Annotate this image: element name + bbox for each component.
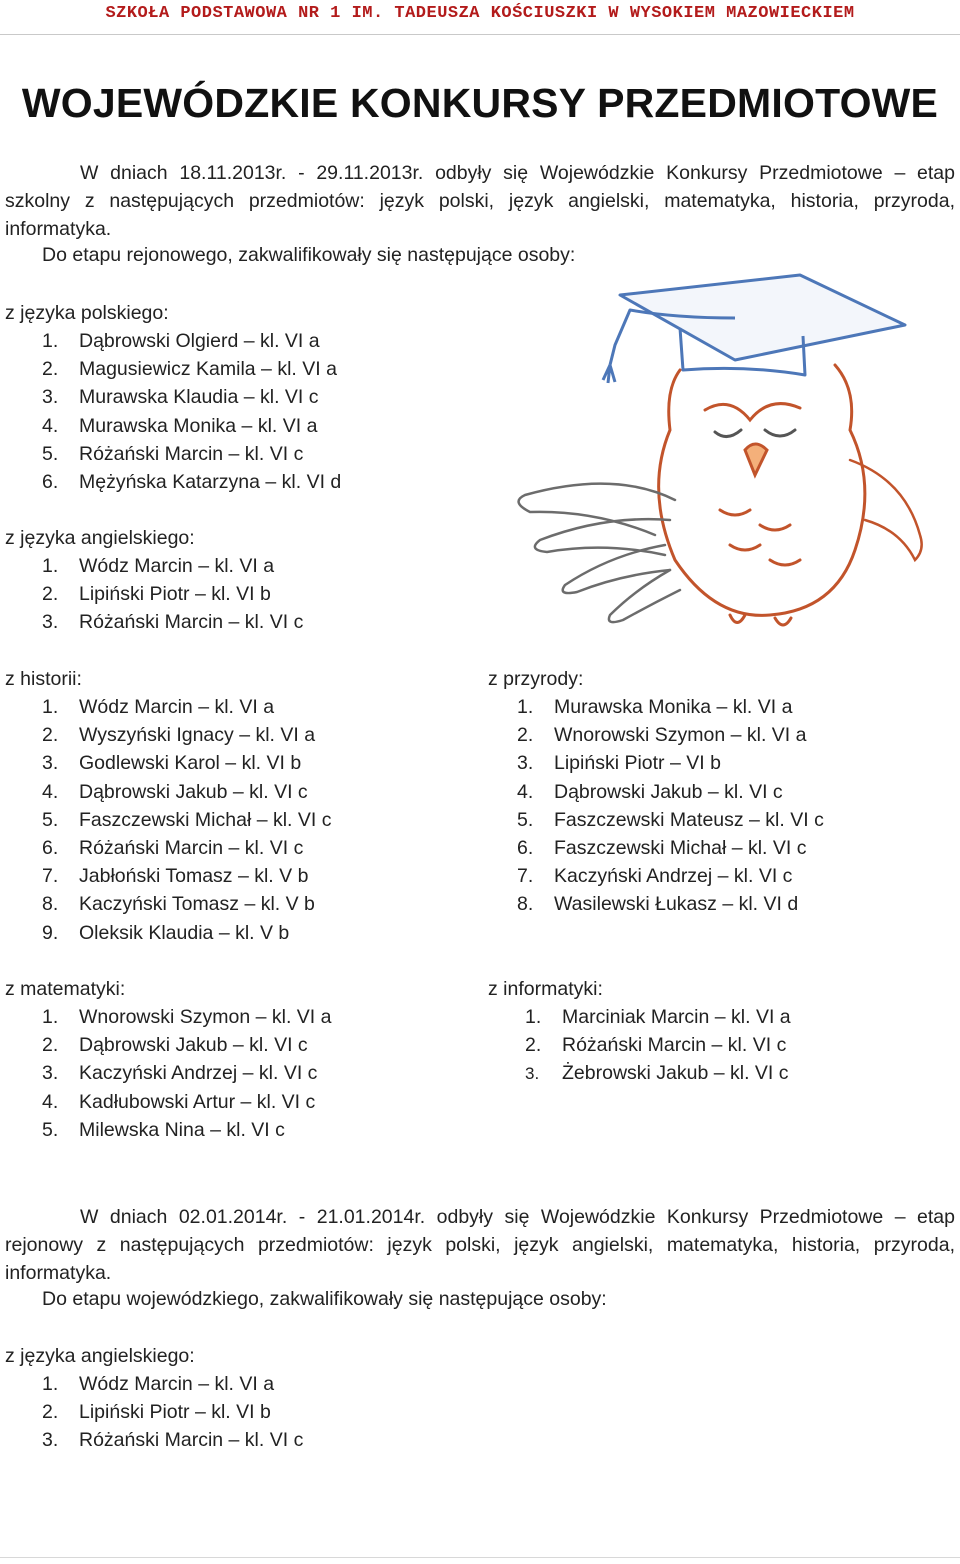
page-title: WOJEWÓDZKIE KONKURSY PRZEDMIOTOWE: [21, 80, 939, 126]
list-item: 3. Murawska Klaudia – kl. VI c: [42, 386, 319, 409]
math-section-heading: z matematyki:: [5, 978, 126, 1000]
list-item: 1. Dąbrowski Olgierd – kl. VI a: [42, 330, 320, 352]
it-list: [525, 1006, 791, 1091]
list-item: 6. Różański Marcin – kl. VI c: [42, 836, 304, 859]
regional-stage-intro: [5, 1203, 955, 1288]
list-item: 2. Lipiński Piotr – kl. VI b: [42, 583, 271, 606]
list-item: 8. Wasilewski Łukasz – kl. VI d: [517, 893, 799, 916]
english-list: [42, 555, 303, 640]
list-item: 3. Żebrowski Jakub – kl. VI c: [525, 1062, 789, 1085]
owl-body: [659, 365, 865, 625]
regional-stage-intro-text: W dniach 02.01.2014r. - 21.01.2014r. odbyły się Wojewódzkie Konkursy Przedmiotowe – etap rejonowy z następujących przedmiotów: język polski, język angielski, matematyka, historia, przyroda, informatyka.: [5, 1206, 955, 1285]
english-section-heading: z języka angielskiego:: [5, 527, 195, 549]
wing-right: [850, 460, 922, 560]
page-bottom-divider: [0, 1557, 960, 1558]
list-item: 2. Wnorowski Szymon – kl. VI a: [517, 724, 807, 747]
list-item: 2. Lipiński Piotr – kl. VI b: [42, 1401, 271, 1424]
polish-section-heading: z języka polskiego:: [5, 302, 169, 324]
regional-stage-qualified-lead: Do etapu wojewódzkiego, zakwalifikowały się następujące osoby:: [42, 1288, 607, 1310]
list-item: 7. Jabłoński Tomasz – kl. V b: [42, 865, 309, 888]
nature-list: [517, 696, 824, 922]
list-item: 1. Wódz Marcin – kl. VI a: [42, 696, 275, 718]
list-item: 4. Murawska Monika – kl. VI a: [42, 414, 318, 437]
list-item: 7. Kaczyński Andrzej – kl. VI c: [517, 865, 793, 888]
list-item: 1. Wódz Marcin – kl. VI a: [42, 1373, 275, 1395]
list-item: 2. Dąbrowski Jakub – kl. VI c: [42, 1034, 308, 1057]
list-item: 3. Kaczyński Andrzej – kl. VI c: [42, 1062, 318, 1085]
list-item: 2. Magusiewicz Kamila – kl. VI a: [42, 358, 337, 381]
list-item: 5. Milewska Nina – kl. VI c: [42, 1118, 285, 1141]
list-item: 4. Dąbrowski Jakub – kl. VI c: [42, 780, 308, 803]
owl-graduate-illustration: [505, 270, 945, 655]
school-stage-intro: [5, 159, 955, 244]
school-name-header: SZKOŁA PODSTAWOWA NR 1 IM. TADEUSZA KOŚCIUSZKI W WYSOKIEM MAZOWIECKIEM: [105, 4, 855, 23]
list-item: 1. Wódz Marcin – kl. VI a: [42, 555, 275, 577]
math-list: [42, 1006, 332, 1147]
list-item: 4. Dąbrowski Jakub – kl. VI c: [517, 780, 783, 803]
list-item: 9. Oleksik Klaudia – kl. V b: [42, 921, 290, 944]
regional-english-list: [42, 1373, 303, 1458]
school-stage-intro-text: W dniach 18.11.2013r. - 29.11.2013r. odbyły się Wojewódzkie Konkursy Przedmiotowe – etap szkolny z następujących przedmiotów: język polski, język angielski, matematyka, historia, przyroda, informatyka.: [5, 162, 955, 241]
list-item: 2. Wyszyński Ignacy – kl. VI a: [42, 724, 316, 747]
list-item: 4. Kadłubowski Artur – kl. VI c: [42, 1090, 316, 1113]
list-item: 2. Różański Marcin – kl. VI c: [525, 1034, 787, 1057]
list-item: 1. Wnorowski Szymon – kl. VI a: [42, 1006, 332, 1028]
polish-list: [42, 330, 341, 499]
wing-left: [519, 484, 680, 622]
list-item: 5. Faszczewski Michał – kl. VI c: [42, 808, 332, 831]
list-item: 8. Kaczyński Tomasz – kl. V b: [42, 893, 315, 916]
graduation-cap-icon: [603, 275, 905, 383]
it-section-heading: z informatyki:: [488, 978, 603, 1000]
school-stage-qualified-lead: Do etapu rejonowego, zakwalifikowały się następujące osoby:: [42, 244, 576, 266]
history-list: [42, 696, 331, 950]
list-item: 5. Faszczewski Mateusz – kl. VI c: [517, 808, 824, 831]
nature-section-heading: z przyrody:: [488, 668, 584, 690]
list-item: 3. Lipiński Piotr – VI b: [517, 752, 721, 775]
header-divider: [0, 34, 960, 35]
list-item: 6. Faszczewski Michał – kl. VI c: [517, 836, 807, 859]
list-item: 3. Różański Marcin – kl. VI c: [42, 611, 304, 634]
list-item: 6. Mężyńska Katarzyna – kl. VI d: [42, 470, 342, 493]
list-item: 1. Marciniak Marcin – kl. VI a: [525, 1006, 791, 1028]
list-item: 3. Godlewski Karol – kl. VI b: [42, 752, 302, 775]
history-section-heading: z historii:: [5, 668, 82, 690]
list-item: 3. Różański Marcin – kl. VI c: [42, 1429, 304, 1452]
regional-english-section-heading: z języka angielskiego:: [5, 1345, 195, 1367]
list-item: 5. Różański Marcin – kl. VI c: [42, 442, 304, 465]
list-item: 1. Murawska Monika – kl. VI a: [517, 696, 793, 718]
